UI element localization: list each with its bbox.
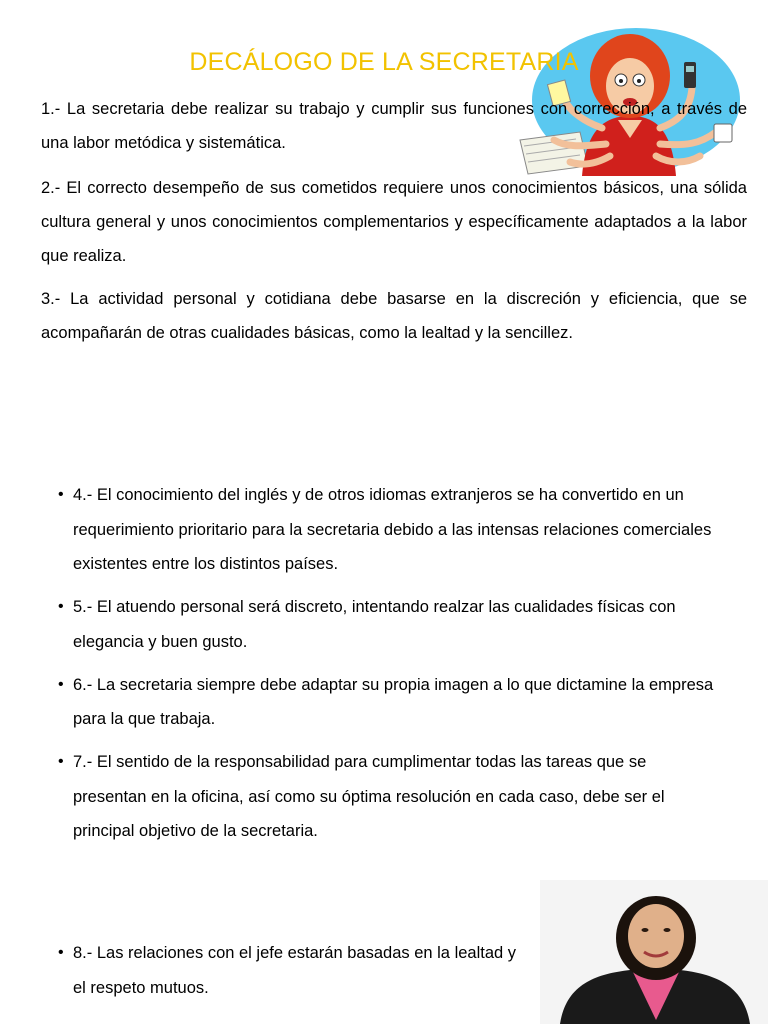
paragraph-3: 3.- La actividad personal y cotidiana debe basarse en la discreción y eficiencia, que se acompañarán de otras cualidades básicas, como la lealtad y la sencillez. bbox=[41, 290, 747, 342]
bullet-item-4: • 4.- El conocimiento del inglés y de otros idiomas extranjeros se ha convertido en un requerimiento prioritario para la secretaria debido a las intensas relaciones comerciales existentes entre los distintos países. bbox=[58, 478, 718, 582]
document-title: DECÁLOGO DE LA SECRETARIA bbox=[189, 48, 579, 76]
bullet-list bbox=[58, 478, 718, 857]
bullet-item-5: • 5.- El atuendo personal será discreto, intentando realzar las cualidades físicas con elegancia y buen gusto. bbox=[58, 590, 718, 659]
bullet-item-8: • 8.- Las relaciones con el jefe estarán basadas en la lealtad y el respeto mutuos. bbox=[58, 936, 528, 1005]
bullet-list-2 bbox=[58, 936, 528, 1014]
paragraph-1: 1.- La secretaria debe realizar su trabajo y cumplir sus funciones con corrección, a través de una labor metódica y sistemática. bbox=[41, 100, 747, 152]
bullet-item-6: • 6.- La secretaria siempre debe adaptar su propia imagen a lo que dictamine la empresa para la que trabaja. bbox=[58, 668, 718, 737]
paragraph-2: 2.- El correcto desempeño de sus cometidos requiere unos conocimientos básicos, una sólida cultura general y unos conocimientos complementarios y específicamente adaptados a la labor que realiza. bbox=[41, 179, 747, 265]
bullet-item-7: • 7.- El sentido de la responsabilidad para cumplimentar todas las tareas que se presentan en la oficina, así como su óptima resolución en cada caso, debe ser el principal objetivo de la secretaria. bbox=[58, 745, 718, 849]
businesswoman-photo bbox=[540, 880, 768, 1024]
